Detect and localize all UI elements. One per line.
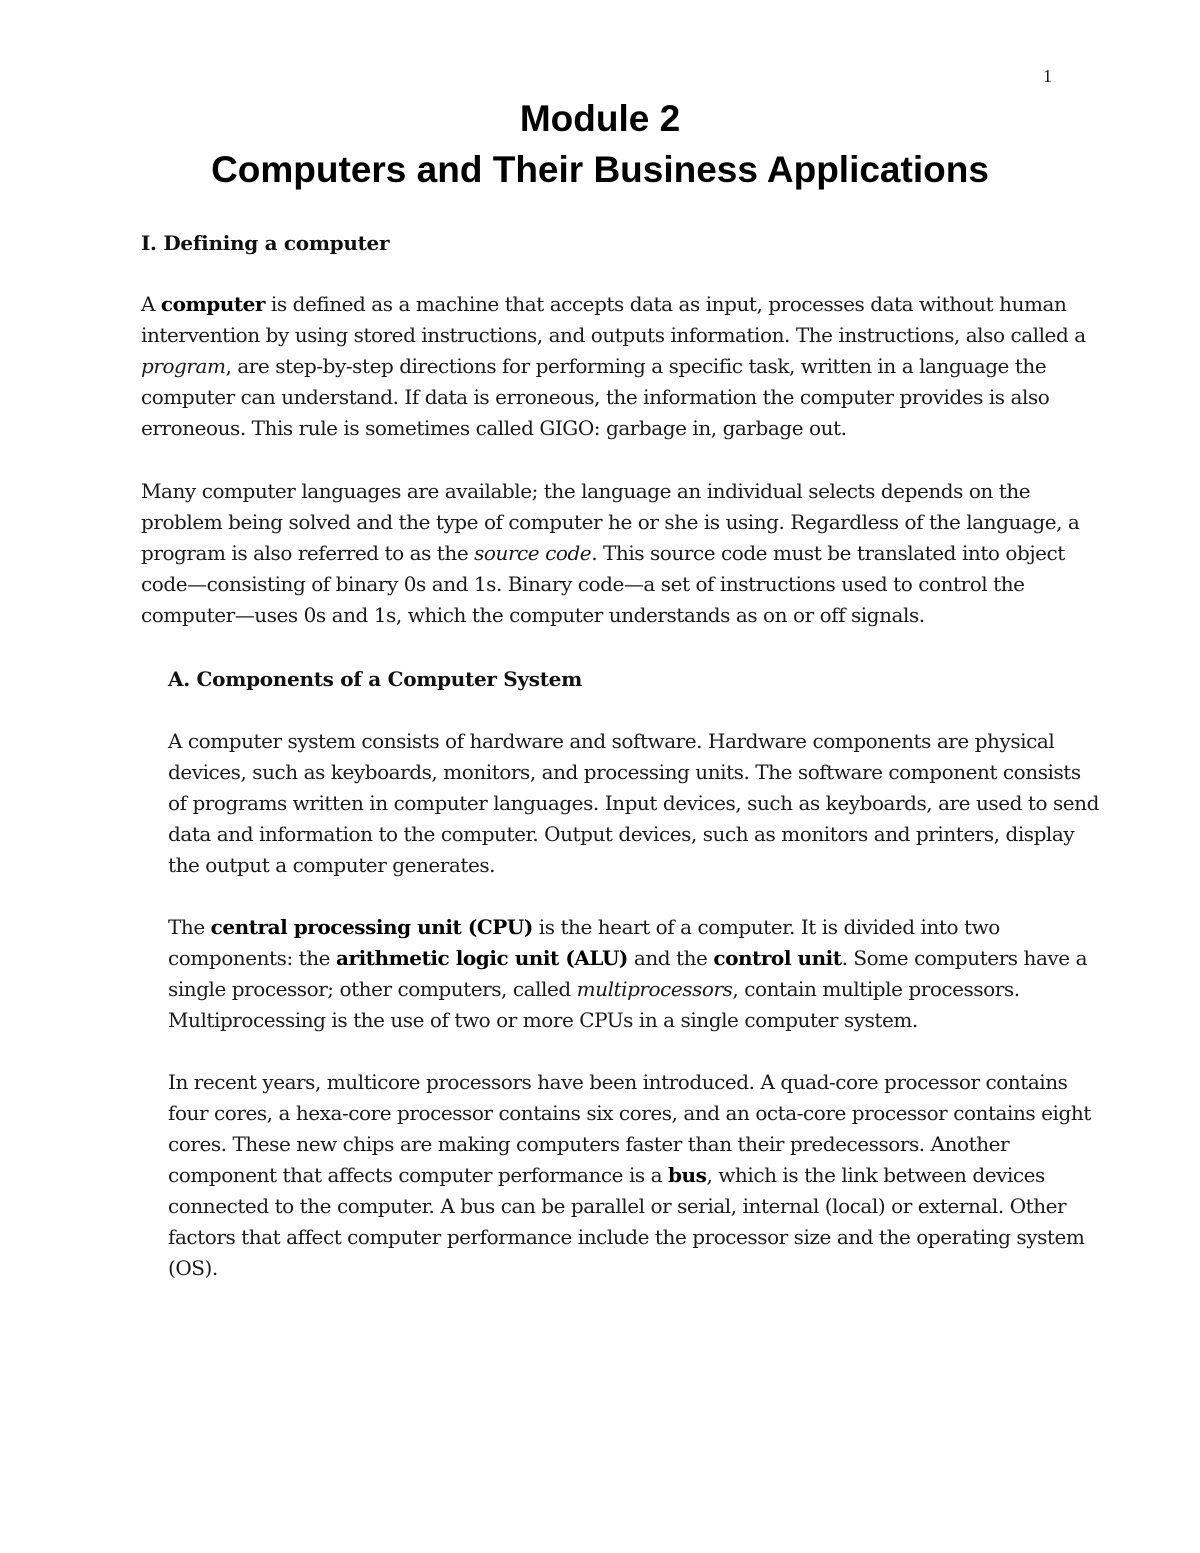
paragraph-line: the output a computer generates. xyxy=(168,853,496,877)
term-program: program xyxy=(141,354,226,378)
term-control-unit: control unit xyxy=(713,946,842,970)
paragraph-line xyxy=(141,538,1079,569)
paragraph-multicore xyxy=(168,1067,1091,1284)
page-subtitle: Computers and Their Business Applications xyxy=(211,149,989,190)
text-run: . Some computers have a xyxy=(841,946,1088,970)
paragraph-line: of programs written in computer languages. Input devices, such as keyboards, are used to send xyxy=(168,791,1099,815)
text-run: The xyxy=(168,915,211,939)
page-title: Module 2 xyxy=(519,98,681,139)
paragraph-line: Many computer languages are available; the language an individual selects depends on the xyxy=(141,479,1031,503)
paragraph-line xyxy=(168,974,1087,1005)
term-source-code: source code xyxy=(474,541,592,565)
paragraph-line xyxy=(168,912,1087,943)
paragraph-computer-languages xyxy=(141,476,1079,631)
text-run: , are step-by-step directions for performing a specific task, written in a language the xyxy=(225,354,1047,378)
paragraph-line: Multiprocessing is the use of two or more CPUs in a single computer system. xyxy=(168,1008,918,1032)
paragraph-line xyxy=(141,351,1086,382)
paragraph-line: (OS). xyxy=(168,1256,218,1280)
text-run: program is also referred to as the xyxy=(141,541,475,565)
paragraph-line: erroneous. This rule is sometimes called GIGO: garbage in, garbage out. xyxy=(141,416,847,440)
paragraph-line: four cores, a hexa-core processor contains six cores, and an octa-core processor contains eight xyxy=(168,1101,1091,1125)
term-multiprocessors: multiprocessors xyxy=(576,977,733,1001)
paragraph-line xyxy=(141,289,1086,320)
paragraph-line: In recent years, multicore processors have been introduced. A quad-core processor contains xyxy=(168,1070,1068,1094)
paragraph-line: connected to the computer. A bus can be parallel or serial, internal (local) or external. Other xyxy=(168,1194,1067,1218)
paragraph-line: factors that affect computer performance include the processor size and the operating system xyxy=(168,1225,1085,1249)
section-heading-defining-computer: I. Defining a computer xyxy=(141,231,390,255)
text-run: component that affects computer performance is a xyxy=(168,1163,669,1187)
text-run: , which is the link between devices xyxy=(706,1163,1045,1187)
paragraph-line: computer can understand. If data is erroneous, the information the computer provides is also xyxy=(141,385,1050,409)
paragraph-line: cores. These new chips are making computers faster than their predecessors. Another xyxy=(168,1132,1010,1156)
paragraph-line: devices, such as keyboards, monitors, and processing units. The software component consists xyxy=(168,760,1081,784)
paragraph-line xyxy=(168,1160,1091,1191)
paragraph-line: intervention by using stored instructions, and outputs information. The instructions, also called a xyxy=(141,323,1086,347)
text-run: A xyxy=(141,292,161,316)
paragraph-line: computer—uses 0s and 1s, which the computer understands as on or off signals. xyxy=(141,603,925,627)
paragraph-computer-definition xyxy=(141,289,1086,444)
term-computer: computer xyxy=(160,292,266,316)
paragraph-line xyxy=(168,943,1087,974)
term-bus: bus xyxy=(668,1163,707,1187)
text-run: , contain multiple processors. xyxy=(732,977,1020,1001)
paragraph-line: A computer system consists of hardware and software. Hardware components are physical xyxy=(168,729,1055,753)
text-run: is defined as a machine that accepts data as input, processes data without human xyxy=(265,292,1067,316)
paragraph-line: code—consisting of binary 0s and 1s. Binary code—a set of instructions used to control the xyxy=(141,572,1025,596)
paragraph-line: data and information to the computer. Output devices, such as monitors and printers, display xyxy=(168,822,1075,846)
text-run: and the xyxy=(627,946,714,970)
text-run: is the heart of a computer. It is divided into two xyxy=(532,915,1000,939)
term-cpu: central processing unit (CPU) xyxy=(210,915,533,939)
text-run: single processor; other computers, called xyxy=(168,977,577,1001)
paragraph-computer-system xyxy=(168,726,1099,881)
paragraph-line: problem being solved and the type of computer he or she is using. Regardless of the language, a xyxy=(141,510,1080,534)
term-alu: arithmetic logic unit (ALU) xyxy=(335,946,628,970)
text-run: components: the xyxy=(168,946,336,970)
paragraph-cpu xyxy=(168,912,1087,1036)
page-number: 1 xyxy=(1043,66,1052,86)
text-run: . This source code must be translated into object xyxy=(591,541,1065,565)
subsection-heading-components: A. Components of a Computer System xyxy=(168,667,582,691)
